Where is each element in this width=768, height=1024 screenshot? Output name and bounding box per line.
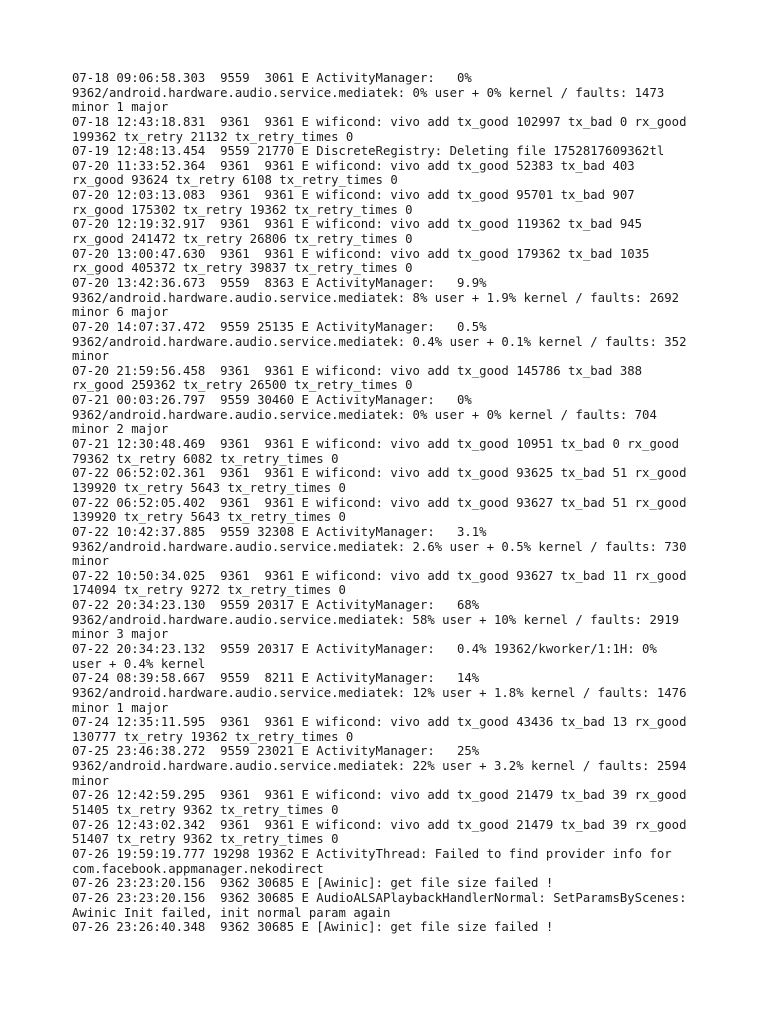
log-line: 07-21 12:30:48.469 9361 9361 E wificond: vivo add tx_good 10951 tx_bad 0 rx_good — [72, 437, 680, 452]
log-line: 07-20 13:42:36.673 9559 8363 E ActivityManager: 9.9% — [72, 275, 487, 290]
log-line: minor 1 major — [72, 100, 169, 115]
log-line: minor — [72, 554, 110, 569]
log-line: Awinic Init failed, init normal param again — [72, 905, 391, 920]
log-line: 9362/android.hardware.audio.service.mediatek: 12% user + 1.8% kernel / faults: 1476 — [72, 685, 687, 700]
log-line: 07-26 23:23:20.156 9362 30685 E [Awinic]: get file size failed ! — [72, 876, 554, 891]
log-line: user + 0.4% kernel — [72, 656, 206, 671]
log-document — [72, 71, 712, 935]
log-line: minor 6 major — [72, 305, 169, 320]
log-line: 07-26 12:43:02.342 9361 9361 E wificond: vivo add tx_good 21479 tx_bad 39 rx_good — [72, 817, 687, 832]
log-line: rx_good 259362 tx_retry 26500 tx_retry_times 0 — [72, 378, 413, 393]
log-line: 130777 tx_retry 19362 tx_retry_times 0 — [72, 729, 354, 744]
log-line: 07-18 12:43:18.831 9361 9361 E wificond: vivo add tx_good 102997 tx_bad 0 rx_good — [72, 114, 687, 129]
log-line: 07-22 06:52:05.402 9361 9361 E wificond: vivo add tx_good 93627 tx_bad 51 rx_good — [72, 495, 687, 510]
log-line: 07-20 11:33:52.364 9361 9361 E wificond: vivo add tx_good 52383 tx_bad 403 — [72, 158, 635, 173]
log-line: 174094 tx_retry 9272 tx_retry_times 0 — [72, 583, 346, 598]
log-line: 79362 tx_retry 6082 tx_retry_times 0 — [72, 451, 339, 466]
log-line: 07-24 12:35:11.595 9361 9361 E wificond: vivo add tx_good 43436 tx_bad 13 rx_good — [72, 715, 687, 730]
log-line: 07-19 12:48:13.454 9559 21770 E DiscreteRegistry: Deleting file 1752817609362tl — [72, 144, 665, 159]
log-line: rx_good 241472 tx_retry 26806 tx_retry_times 0 — [72, 232, 413, 247]
log-line: 9362/android.hardware.audio.service.mediatek: 8% user + 1.9% kernel / faults: 2692 — [72, 290, 680, 305]
log-line: 07-22 10:42:37.885 9559 32308 E ActivityManager: 3.1% — [72, 524, 487, 539]
log-line: minor 3 major — [72, 627, 169, 642]
log-line: 07-20 21:59:56.458 9361 9361 E wificond: vivo add tx_good 145786 tx_bad 388 — [72, 363, 643, 378]
log-line: 51407 tx_retry 9362 tx_retry_times 0 — [72, 832, 339, 847]
log-line: 07-20 13:00:47.630 9361 9361 E wificond: vivo add tx_good 179362 tx_bad 1035 — [72, 246, 650, 261]
log-line: 07-26 12:42:59.295 9361 9361 E wificond: vivo add tx_good 21479 tx_bad 39 rx_good — [72, 788, 687, 803]
log-line: 139920 tx_retry 5643 tx_retry_times 0 — [72, 510, 346, 525]
log-line: 07-26 23:23:20.156 9362 30685 E AudioALSAPlaybackHandlerNormal: SetParamsByScenes: — [72, 890, 687, 905]
log-line: 07-25 23:46:38.272 9559 23021 E ActivityManager: 25% — [72, 744, 480, 759]
log-line: 07-22 06:52:02.361 9361 9361 E wificond: vivo add tx_good 93625 tx_bad 51 rx_good — [72, 466, 687, 481]
log-line: 9362/android.hardware.audio.service.mediatek: 22% user + 3.2% kernel / faults: 2594 — [72, 759, 687, 774]
log-line: minor 2 major — [72, 422, 169, 437]
log-line: 07-20 12:03:13.083 9361 9361 E wificond: vivo add tx_good 95701 tx_bad 907 — [72, 188, 635, 203]
log-line: rx_good 93624 tx_retry 6108 tx_retry_times 0 — [72, 173, 398, 188]
log-line: 9362/android.hardware.audio.service.mediatek: 2.6% user + 0.5% kernel / faults: 730 — [72, 539, 687, 554]
log-line: 9362/android.hardware.audio.service.mediatek: 0.4% user + 0.1% kernel / faults: 352 — [72, 334, 687, 349]
log-line: 07-20 14:07:37.472 9559 25135 E ActivityManager: 0.5% — [72, 319, 487, 334]
log-line: 9362/android.hardware.audio.service.mediatek: 0% user + 0% kernel / faults: 1473 — [72, 85, 665, 100]
log-line: rx_good 175302 tx_retry 19362 tx_retry_times 0 — [72, 202, 413, 217]
log-line: minor — [72, 773, 110, 788]
log-line: rx_good 405372 tx_retry 39837 tx_retry_times 0 — [72, 261, 413, 276]
log-line: 07-26 19:59:19.777 19298 19362 E ActivityThread: Failed to find provider info for — [72, 846, 672, 861]
log-line: 07-24 08:39:58.667 9559 8211 E ActivityManager: 14% — [72, 671, 480, 686]
log-line: 07-22 10:50:34.025 9361 9361 E wificond: vivo add tx_good 93627 tx_bad 11 rx_good — [72, 568, 687, 583]
log-line: 07-26 23:26:40.348 9362 30685 E [Awinic]: get file size failed ! — [72, 920, 554, 935]
log-line: 199362 tx_retry 21132 tx_retry_times 0 — [72, 129, 354, 144]
log-line: 07-18 09:06:58.303 9559 3061 E ActivityManager: 0% — [72, 71, 472, 85]
log-line: 07-22 20:34:23.132 9559 20317 E ActivityManager: 0.4% 19362/kworker/1:1H: 0% — [72, 641, 657, 656]
log-line: 139920 tx_retry 5643 tx_retry_times 0 — [72, 480, 346, 495]
log-line: minor 1 major — [72, 700, 169, 715]
log-line: 9362/android.hardware.audio.service.mediatek: 0% user + 0% kernel / faults: 704 — [72, 407, 657, 422]
log-line: 07-20 12:19:32.917 9361 9361 E wificond: vivo add tx_good 119362 tx_bad 945 — [72, 217, 643, 232]
log-line: 07-22 20:34:23.130 9559 20317 E ActivityManager: 68% — [72, 598, 480, 613]
log-line: 51405 tx_retry 9362 tx_retry_times 0 — [72, 803, 339, 818]
log-line: 07-21 00:03:26.797 9559 30460 E ActivityManager: 0% — [72, 393, 472, 408]
log-line: 9362/android.hardware.audio.service.mediatek: 58% user + 10% kernel / faults: 2919 — [72, 612, 680, 627]
log-line: minor — [72, 349, 110, 364]
log-line: com.facebook.appmanager.nekodirect — [72, 861, 324, 876]
